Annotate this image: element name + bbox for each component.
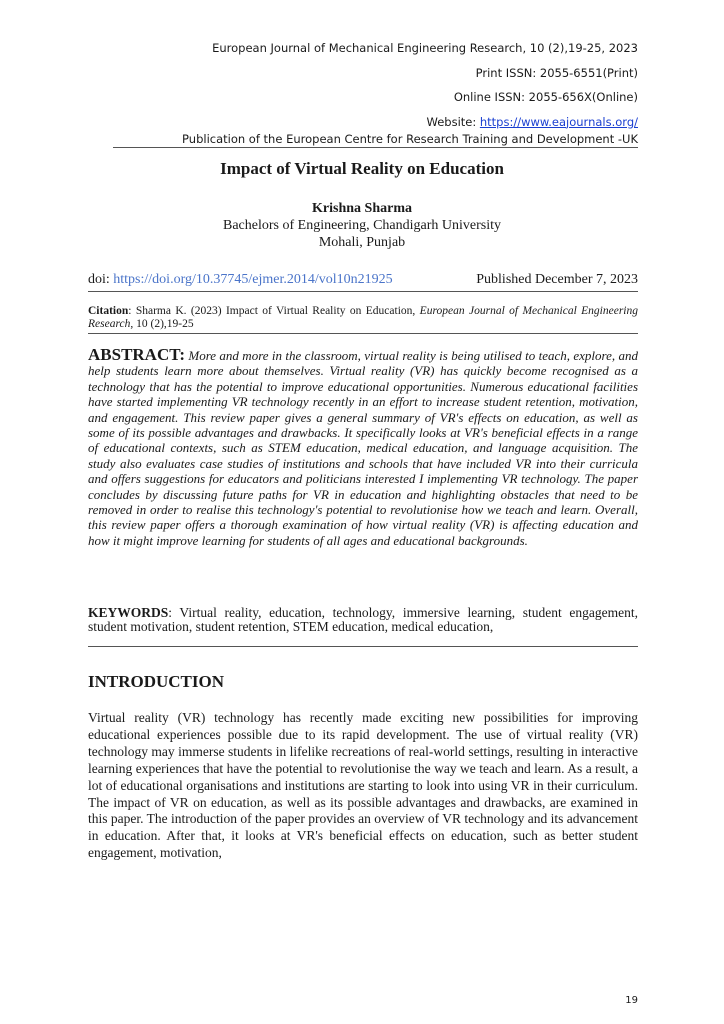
page-number: 19 bbox=[625, 995, 638, 1006]
author-block bbox=[0, 200, 724, 251]
keywords-text: : Virtual reality, education, technology, immersive learning, student engagement, student motivation, student retention, STEM education, medical education, bbox=[88, 605, 638, 634]
abstract-text: More and more in the classroom, virtual reality is being utilised to teach, explore, and help students learn more about themselves. Virtual reality (VR) has quickly become recognised as a technology that has the potential to improve educational opportunities. Numerous educational facilities have started implementing VR technology recently in an effort to increase student retention, motivation, and engagement. This review paper gives a general summary of VR's effects on education, as well as some of its possible advantages and drawbacks. It specifically looks at VR's beneficial effects in a range of educational contexts, such as STEM education, medical education, and language acquisition. The study also evaluates case studies of institutions and schools that have included VR into their curricula and offers suggestions for educators and politicians interested I implementing VR technology. The paper concludes by discussing future paths for VR in education and highlighting obstacles that need to be removed in order to realise this technology's potential to revolutionise how we teach and learn. Overall, this review paper offers a thorough examination of how virtual reality (VR) is affecting education and how it might improve learning for students of all ages and educational backgrounds. bbox=[88, 348, 639, 548]
author-name: Krishna Sharma bbox=[312, 201, 412, 216]
citation-text-after: , 10 (2),19-25 bbox=[130, 318, 194, 330]
citation-divider bbox=[88, 333, 638, 334]
website-line bbox=[212, 110, 638, 135]
header-divider bbox=[113, 147, 638, 148]
published-date: Published December 7, 2023 bbox=[476, 272, 638, 287]
journal-citation-line: European Journal of Mechanical Engineering Research, 10 (2),19-25, 2023 bbox=[212, 41, 638, 55]
citation bbox=[88, 305, 638, 331]
print-issn: Print ISSN: 2055-6551(Print) bbox=[475, 65, 638, 80]
online-issn: Online ISSN: 2055-656X(Online) bbox=[453, 90, 638, 104]
doi-row bbox=[88, 272, 638, 288]
journal-header bbox=[212, 36, 638, 134]
keywords bbox=[88, 606, 638, 634]
website-link[interactable]: https://www.eajournals.org/ bbox=[479, 114, 638, 129]
keywords-label: KEYWORDS bbox=[88, 605, 169, 620]
doi-divider bbox=[88, 291, 638, 292]
section-heading-introduction: INTRODUCTION bbox=[88, 672, 225, 691]
website-label: Website: bbox=[426, 114, 480, 129]
doi bbox=[88, 272, 393, 288]
article-title: Impact of Virtual Reality on Education bbox=[220, 159, 504, 178]
author-location: Mohali, Punjab bbox=[318, 235, 406, 250]
citation-label: Citation bbox=[88, 305, 129, 317]
doi-label: doi: bbox=[88, 272, 114, 287]
introduction-paragraph: Virtual reality (VR) technology has recently made exciting new possibilities for improving educational experiences possible due to its rapid development. The use of virtual reality (VR) technology may immerse students in lifelike recreations of real-world settings, resulting in interactive learning experiences that have the potential to revolutionise the way we teach and learn. As a result, a lot of educational organisations and institutions are starting to look into using VR in their curriculum. The impact of VR on education, as well as its possible advantages and drawbacks, are examined in this paper. The introduction of the paper provides an overview of VR technology and its advancement in education. After that, it looks at VR's beneficial effects on education, such as better student engagement, motivation, bbox=[88, 710, 638, 861]
abstract-label: ABSTRACT: bbox=[88, 345, 185, 364]
author-affiliation: Bachelors of Engineering, Chandigarh University bbox=[223, 218, 501, 233]
citation-text-before: : Sharma K. (2023) Impact of Virtual Reality on Education, bbox=[128, 305, 420, 317]
doi-link[interactable]: https://doi.org/10.37745/ejmer.2014/vol10n21925 bbox=[113, 272, 393, 287]
publisher-line: Publication of the European Centre for Research Training and Development -UK bbox=[182, 132, 638, 146]
abstract bbox=[88, 347, 638, 548]
citation-journal: European Journal of Mechanical Engineering Research bbox=[88, 305, 638, 330]
keywords-divider bbox=[88, 646, 638, 647]
